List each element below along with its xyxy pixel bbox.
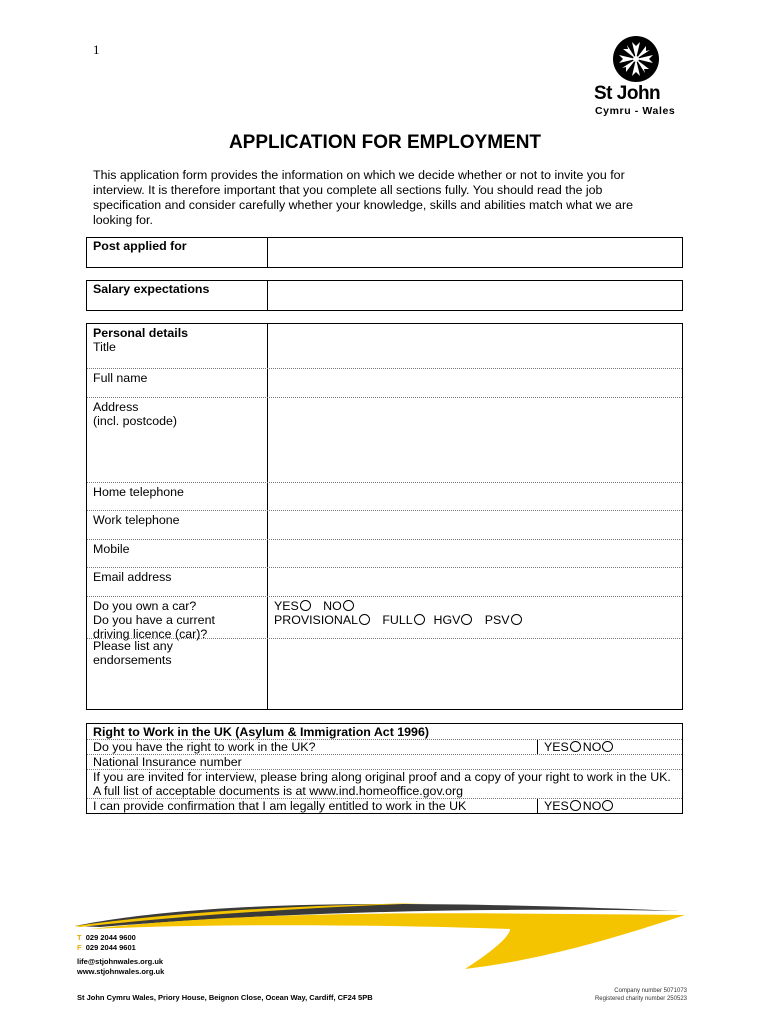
personal-details-box — [86, 323, 683, 710]
licence-provisional-label: PROVISIONAL — [274, 613, 359, 627]
right-to-work-box — [86, 723, 683, 814]
ni-number-label: National Insurance number — [87, 754, 682, 769]
full-name-field[interactable] — [268, 369, 682, 397]
salary-field[interactable] — [268, 281, 682, 310]
charity-number: Registered charity number 250523 — [594, 996, 687, 1002]
car-no-label: NO — [323, 599, 342, 613]
salary-box — [86, 280, 683, 311]
post-applied-field[interactable] — [268, 238, 682, 267]
logo-subtitle: Cymru - Wales — [595, 105, 676, 117]
intro-paragraph: This application form provides the information on which we decide whether or not to invite you for interview. It is therefore important that you complete all sections fully. You should read the job specification and consider carefully whether your knowledge, skills and abilities match what we are looking for. — [93, 168, 633, 227]
endorsements-label-1: Please list any — [93, 639, 173, 653]
page-number: 1 — [93, 42, 100, 57]
interview-proof-text: If you are invited for interview, please bring along original proof and a copy of your right to work in the UK. A full list of acceptable documents is at www.ind.homeoffice.gov.org — [87, 769, 682, 798]
right-to-work-question: Do you have the right to work in the UK? — [87, 740, 538, 754]
address-label: Address — [93, 400, 139, 414]
licence-provisional-radio[interactable] — [359, 614, 370, 625]
work-telephone-field[interactable] — [268, 511, 682, 539]
title-field[interactable] — [268, 324, 682, 368]
car-yes-radio[interactable] — [300, 600, 311, 611]
endorsements-field[interactable] — [268, 639, 682, 709]
right-to-work-heading: Right to Work in the UK (Asylum & Immigration Act 1996) — [93, 725, 429, 739]
telephone-prefix: T — [77, 933, 82, 942]
work-telephone-label: Work telephone — [87, 511, 268, 539]
licence-full-radio[interactable] — [414, 614, 425, 625]
licence-full-label: FULL — [382, 613, 413, 627]
address-field[interactable] — [268, 398, 682, 482]
licence-psv-label: PSV — [484, 613, 510, 627]
email-label: Email address — [87, 568, 268, 596]
rtw-no-label: NO — [582, 740, 602, 754]
rtw-no-radio[interactable] — [602, 741, 613, 752]
contact-email: life@stjohnwales.org.uk — [77, 957, 164, 966]
company-number: Company number 5071073 — [614, 988, 687, 994]
full-name-label: Full name — [87, 369, 268, 397]
post-applied-label: Post applied for — [87, 238, 268, 267]
salary-label: Salary expectations — [87, 281, 268, 310]
page-title: APPLICATION FOR EMPLOYMENT — [228, 132, 542, 153]
logo-name: St John — [594, 83, 661, 104]
car-yes-label: YES — [274, 599, 299, 613]
telephone-number: 029 2044 9600 — [85, 933, 136, 942]
confirm-yes-label: YES — [544, 799, 569, 813]
own-car-label: Do you own a car? — [93, 599, 197, 613]
licence-label-1: Do you have a current — [93, 613, 215, 627]
post-applied-box — [86, 237, 683, 268]
mobile-label: Mobile — [87, 540, 268, 567]
home-telephone-field[interactable] — [268, 483, 682, 510]
licence-label-2: driving licence (car)? — [93, 627, 208, 641]
address-note: (incl. postcode) — [93, 414, 178, 428]
fax-number: 029 2044 9601 — [85, 943, 136, 952]
registration-info — [595, 987, 687, 1003]
email-field[interactable] — [268, 568, 682, 596]
maltese-cross-icon — [612, 35, 660, 83]
licence-psv-radio[interactable] — [511, 614, 522, 625]
title-label: Title — [93, 340, 116, 354]
licence-hgv-label: HGV — [433, 613, 461, 627]
rtw-yes-radio[interactable] — [570, 741, 581, 752]
confirm-no-label: NO — [582, 799, 602, 813]
contact-website: www.stjohnwales.org.uk — [77, 967, 165, 976]
endorsements-label-2: endorsements — [93, 653, 172, 667]
confirm-yes-radio[interactable] — [570, 800, 581, 811]
footer-address: St John Cymru Wales, Priory House, Beignon Close, Ocean Way, Cardiff, CF24 5PB — [77, 993, 373, 1002]
personal-details-heading: Personal details — [93, 326, 189, 340]
confirm-no-radio[interactable] — [602, 800, 613, 811]
rtw-yes-label: YES — [544, 740, 569, 754]
car-no-radio[interactable] — [343, 600, 354, 611]
mobile-field[interactable] — [268, 540, 682, 567]
contact-details — [77, 933, 164, 977]
fax-prefix: F — [77, 943, 82, 952]
home-telephone-label: Home telephone — [87, 483, 268, 510]
licence-hgv-radio[interactable] — [461, 614, 472, 625]
st-john-logo — [594, 35, 694, 117]
confirmation-question: I can provide confirmation that I am legally entitled to work in the UK — [87, 799, 538, 813]
